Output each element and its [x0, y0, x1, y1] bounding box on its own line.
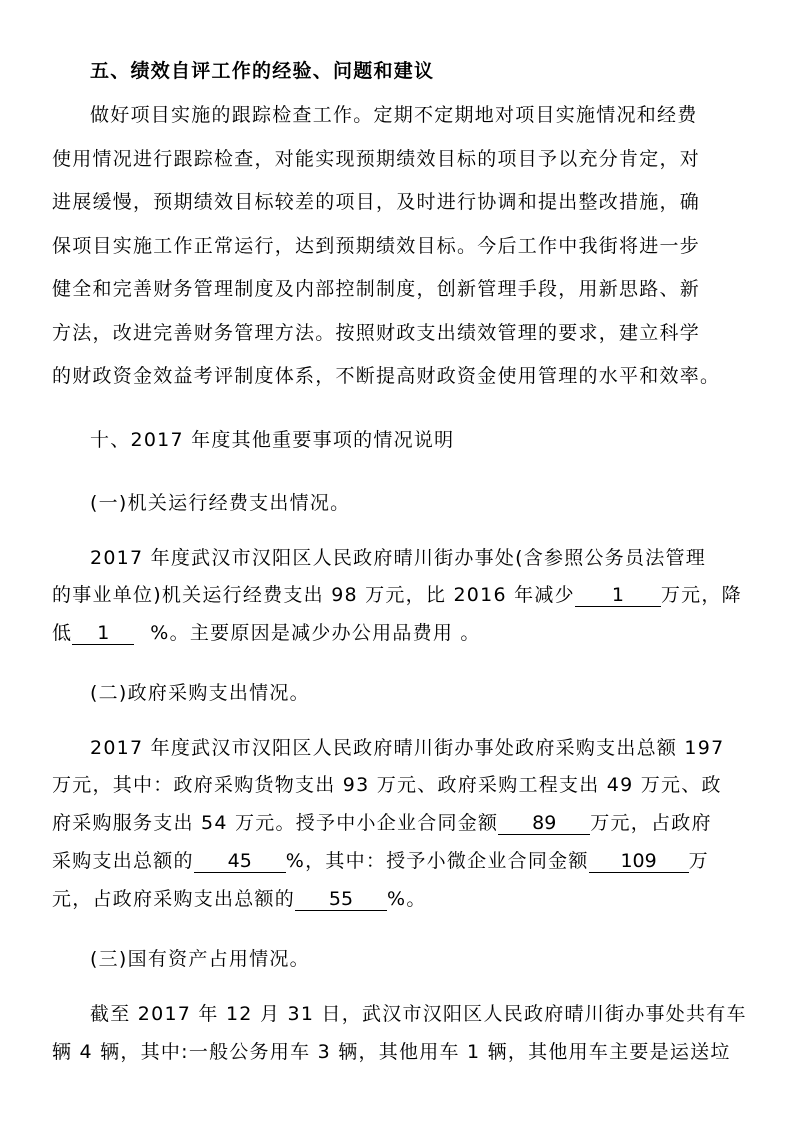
paragraph-line — [52, 848, 709, 874]
subsection-title: (三)国有资产占用情况。 — [90, 948, 310, 970]
subsection-title: (二)政府采购支出情况。 — [90, 682, 310, 704]
text-segment: 的事业单位)机关运行经费支出 98 万元，比 2016 年减少 — [52, 584, 575, 606]
paragraph-line: 万元，其中：政府采购货物支出 93 万元、政府采购工程支出 49 万元、政 — [52, 774, 722, 796]
text-segment: %。 — [387, 888, 427, 910]
paragraph-line — [52, 886, 427, 912]
paragraph-line: 方法，改进完善财务管理方法。按照财政支出绩效管理的要求，建立科学 — [52, 322, 701, 344]
fill-blank-sme-percent: 45 — [194, 850, 286, 873]
fill-blank-micro-amount: 109 — [589, 850, 689, 873]
fill-blank-micro-percent: 55 — [295, 888, 387, 911]
paragraph-line: 截至 2017 年 12 月 31 日，武汉市汉阳区人民政府晴川街办事处共有车 — [90, 1003, 747, 1025]
paragraph-line — [52, 810, 712, 836]
fill-blank-decrease-amount: 1 — [575, 584, 661, 607]
text-segment: 元，占政府采购支出总额的 — [52, 888, 296, 910]
section-title: 十、2017 年度其他重要事项的情况说明 — [90, 429, 455, 451]
paragraph-line — [52, 582, 742, 608]
text-segment: 采购支出总额的 — [52, 850, 194, 872]
text-segment: 府采购服务支出 54 万元。授予中小企业合同金额 — [52, 812, 499, 834]
paragraph-line: 2017 年度武汉市汉阳区人民政府晴川街办事处政府采购支出总额 197 — [90, 737, 725, 759]
text-segment: 万元，降 — [660, 584, 742, 606]
paragraph-line: 辆 4 辆，其中:一般公务用车 3 辆，其他用车 1 辆，其他用车主要是运送垃 — [52, 1041, 731, 1063]
paragraph-line — [52, 620, 481, 646]
paragraph-line: 做好项目实施的跟踪检查工作。定期不定期地对项目实施情况和经费 — [90, 104, 698, 126]
text-segment: %，其中：授予小微企业合同金额 — [285, 850, 589, 872]
text-segment: %。主要原因是减少办公用品费用 。 — [150, 622, 481, 644]
fill-blank-sme-amount: 89 — [498, 812, 590, 835]
paragraph-line: 保项目实施工作正常运行，达到预期绩效目标。今后工作中我街将进一步 — [52, 235, 701, 257]
paragraph-line: 健全和完善财务管理制度及内部控制制度，创新管理手段，用新思路、新 — [52, 278, 701, 300]
section-heading: 五、绩效自评工作的经验、问题和建议 — [90, 60, 435, 82]
paragraph-line: 的财政资金效益考评制度体系，不断提高财政资金使用管理的水平和效率。 — [52, 365, 721, 387]
text-segment: 万元，占政府 — [590, 812, 712, 834]
paragraph-line: 进展缓慢，预期绩效目标较差的项目，及时进行协调和提出整改措施，确 — [52, 191, 701, 213]
text-segment: 万 — [688, 850, 709, 872]
subsection-title: (一)机关运行经费支出情况。 — [90, 492, 351, 514]
fill-blank-decrease-percent: 1 — [72, 622, 134, 645]
paragraph-line: 2017 年度武汉市汉阳区人民政府晴川街办事处(含参照公务员法管理 — [90, 547, 707, 569]
text-segment: 低 — [52, 622, 73, 644]
paragraph-line: 使用情况进行跟踪检查，对能实现预期绩效目标的项目予以充分肯定，对 — [52, 148, 701, 170]
